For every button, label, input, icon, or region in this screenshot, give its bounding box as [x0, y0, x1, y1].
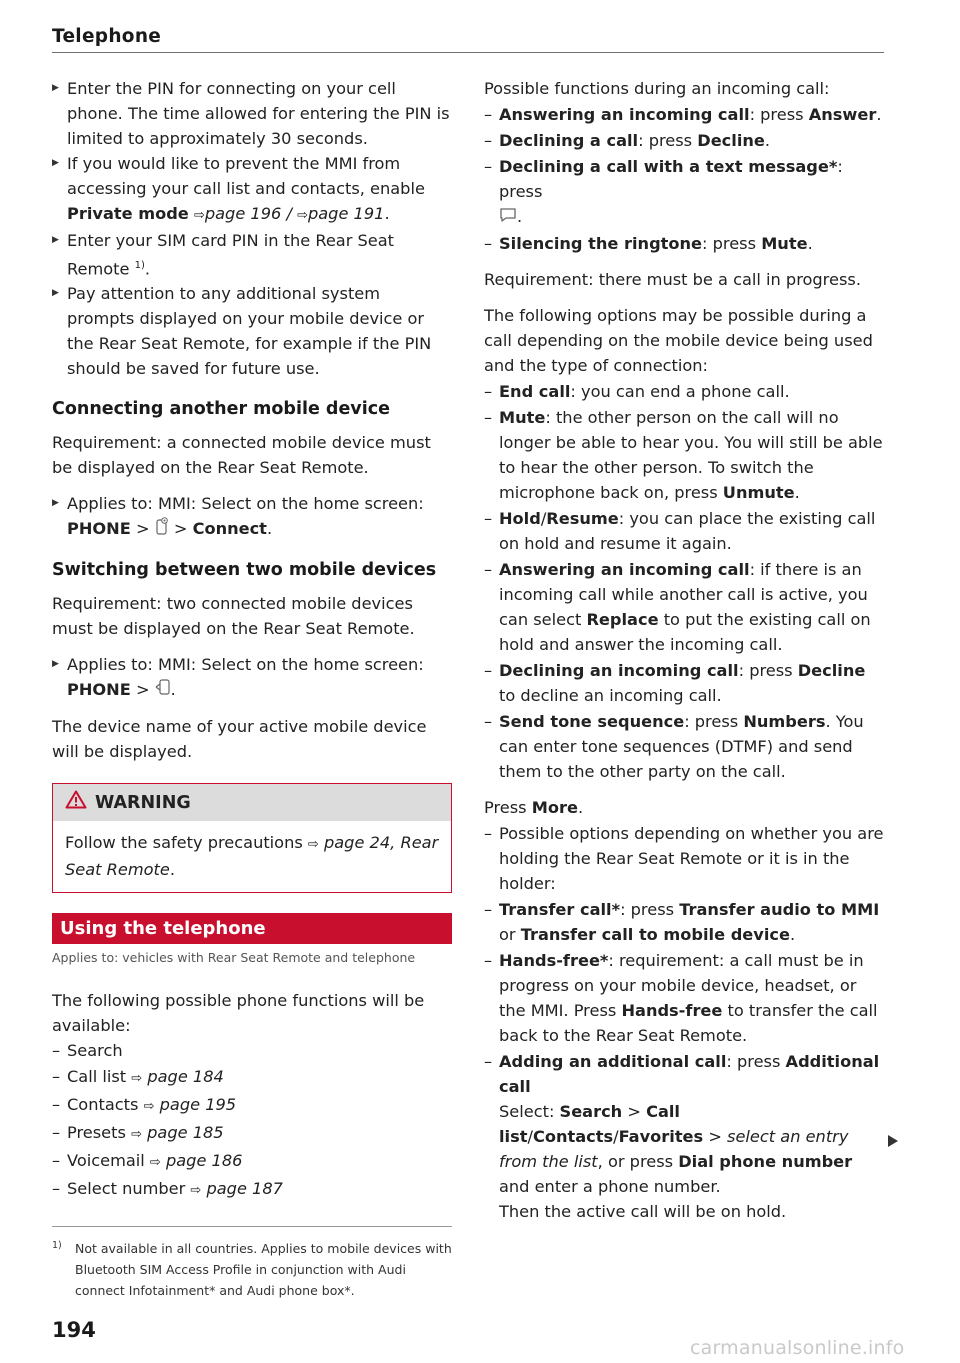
option-item: – Answering an incoming call: if there is an incoming call while another call is active, you can select Replace to put the existing call on hold and answer the incoming call. — [484, 557, 884, 657]
heading-connecting: Connecting another mobile device — [52, 399, 390, 420]
xref-link[interactable]: page 185 — [147, 1123, 224, 1143]
section-applies: Applies to: vehicles with Rear Seat Remote and telephone — [52, 950, 416, 966]
phone-label: PHONE — [67, 680, 131, 700]
step-enter-pin: ▶ Enter the PIN for connecting on your cell phone. The time allowed for entering the PIN is limited to approximately 30 seconds. — [52, 76, 452, 151]
footnote-ref: 1) — [134, 260, 145, 271]
xref-link[interactable]: page 186 — [165, 1151, 243, 1171]
private-mode-label: Private mode — [67, 204, 189, 223]
connect-label: Connect — [192, 519, 267, 539]
xref-arrow-icon: ⇨ — [131, 1127, 142, 1143]
xref-link[interactable]: page 24, Rear Seat Remote — [65, 833, 439, 880]
footnote-marker: 1) — [52, 1240, 62, 1251]
requirement-progress: Requirement: there must be a call in progress. — [484, 270, 861, 289]
option-item: – Declining an incoming call: press Decline to decline an incoming call. — [484, 658, 884, 708]
phone-settings-icon — [155, 517, 169, 542]
page-number: 194 — [52, 1318, 96, 1342]
xref-arrow-icon: ⇨ — [307, 837, 319, 853]
incoming-item: – Answering an incoming call: press Answer. — [484, 102, 884, 127]
phone-switch-icon — [155, 678, 171, 703]
more-item: – Possible options depending on whether you are holding the Rear Seat Remote or it is in the holder: — [484, 821, 884, 896]
warning-triangle-icon — [65, 790, 87, 817]
functions-intro: The following possible phone functions will be available: — [52, 991, 425, 1036]
xref-arrow-icon: ⇨ — [143, 1099, 155, 1115]
xref-link[interactable]: page 195 — [159, 1095, 237, 1115]
option-item: – Hold/Resume: you can place the existing call on hold and resume it again. — [484, 506, 884, 556]
option-item: – End call: you can end a phone call. — [484, 379, 884, 404]
device-name-note: The device name of your active mobile device will be displayed. — [52, 717, 427, 762]
more-item: – Transfer call*: press Transfer audio to MMI or Transfer call to mobile device. — [484, 897, 884, 947]
warning-header — [53, 784, 451, 821]
requirement-connecting: Requirement: a connected mobile device must be displayed on the Rear Seat Remote. — [52, 433, 431, 478]
text-message-icon — [499, 205, 517, 230]
step-prompts: ▶ Pay attention to any additional system prompts displayed on your mobile device or the Rear Seat Remote, for example if the PIN should be saved for future use. — [52, 281, 452, 381]
xref-arrow-icon: ⇨ — [190, 1183, 202, 1199]
xref-link[interactable]: page 184 — [147, 1067, 224, 1087]
more-item: – Hands-free*: requirement: a call must be in progress on your mobile device, headset, or the MMI. Press Hands-free to transfer the call back to the Rear Seat Remote. — [484, 948, 884, 1048]
incoming-item: – Declining a call with a text message*: press . — [484, 154, 884, 230]
incoming-item: – Declining a call: press Decline. — [484, 128, 884, 153]
incoming-item: – Silencing the ringtone: press Mute. — [484, 231, 884, 256]
xref-arrow-icon: ⇨ — [149, 1155, 161, 1171]
heading-switching: Switching between two mobile devices — [52, 560, 437, 581]
function-item: – Call list ⇨ page 184 — [52, 1064, 452, 1091]
function-item: – Search — [52, 1038, 452, 1063]
requirement-switching: Requirement: two connected mobile devices must be displayed on the Rear Seat Remote. — [52, 594, 415, 639]
step-sim-pin: ▶ Enter your SIM card PIN in the Rear Seat Remote $^{1)}$. — [52, 228, 452, 281]
watermark: carmanualsonline.info — [690, 1337, 905, 1359]
page-header: Telephone — [52, 26, 162, 47]
warning-box — [52, 783, 452, 893]
function-item: – Contacts ⇨ page 195 — [52, 1092, 452, 1119]
footnote — [52, 1238, 452, 1301]
xref-arrow-icon: ⇨ — [193, 208, 205, 223]
xref-arrow-icon: ⇨ — [131, 1071, 143, 1087]
xref-link[interactable]: page 191 — [307, 204, 385, 223]
header-rule — [52, 52, 884, 53]
footnote-text: Not available in all countries. Applies to mobile devices with Bluetooth SIM Access Profile in conjunction with Audi connect Infotainment* and Audi phone box*. — [75, 1241, 452, 1298]
press-more: Press More. — [484, 798, 584, 817]
xref-link[interactable]: page 187 — [206, 1179, 283, 1199]
function-item: – Select number ⇨ page 187 — [52, 1176, 452, 1203]
continue-arrow-icon — [886, 1133, 900, 1152]
more-item: – Adding an additional call: press Additional call Select: Search > Call list/Contacts/Favorites > select an entry from the list, or press Dial phone number and enter a phone number. Then the active call will be on hold. — [484, 1049, 884, 1224]
step-switch: ▶ Applies to: MMI: Select on the home screen: PHONE > . — [52, 652, 452, 703]
right-column — [484, 76, 884, 1225]
left-column — [52, 76, 452, 1204]
function-item: – Presets ⇨ page 185 — [52, 1120, 452, 1147]
section-title-bar: Using the telephone — [52, 913, 452, 944]
footnote-rule — [52, 1226, 452, 1227]
phone-label: PHONE — [67, 519, 131, 539]
option-item: – Mute: the other person on the call will no longer be able to hear you. You will still be able to hear the other person. To switch the microphone back on, press Unmute. — [484, 405, 884, 505]
function-item: – Voicemail ⇨ page 186 — [52, 1148, 452, 1175]
step-private-mode: ▶ If you would like to prevent the MMI from accessing your call list and contacts, enable Private mode ⇨page 196 / ⇨page 191. — [52, 151, 452, 228]
options-intro: The following options may be possible during a call depending on the mobile device being used and the type of connection: — [484, 306, 873, 375]
xref-link[interactable]: page 196 — [204, 204, 282, 223]
option-item: – Send tone sequence: press Numbers. You can enter tone sequences (DTMF) and send them to the other party on the call. — [484, 709, 884, 784]
warning-body: Follow the safety precautions ⇨ page 24, Rear Seat Remote. — [65, 833, 439, 880]
incoming-intro: Possible functions during an incoming call: — [484, 79, 830, 98]
step-connect: ▶ Applies to: MMI: Select on the home screen: PHONE > > Connect. — [52, 491, 452, 542]
warning-title: WARNING — [95, 793, 191, 814]
xref-arrow-icon: ⇨ — [297, 208, 308, 223]
